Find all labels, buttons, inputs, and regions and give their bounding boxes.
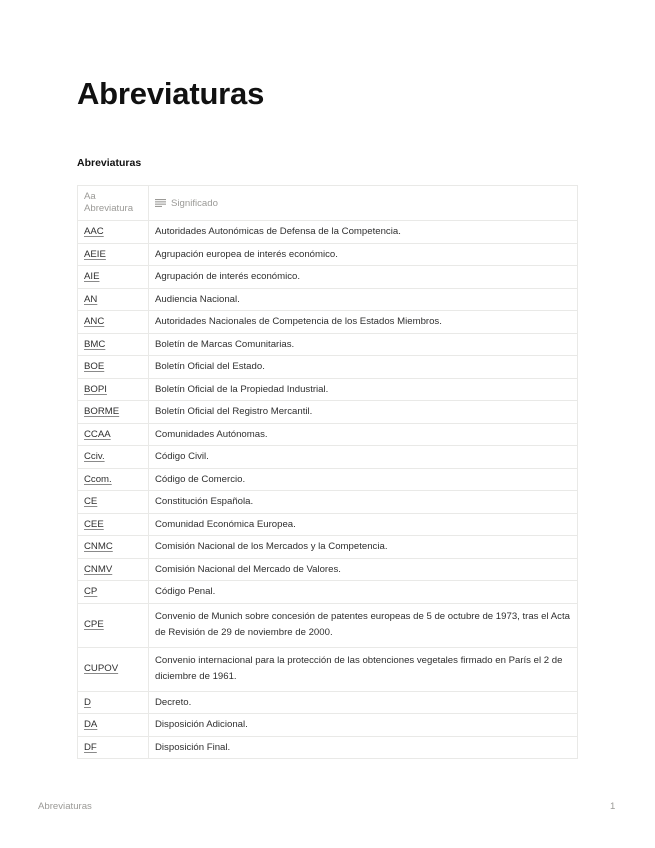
meaning-cell: Decreto. — [149, 691, 578, 714]
column-header-significado[interactable] — [149, 186, 578, 221]
abbreviation-cell — [78, 647, 149, 691]
abbreviation-cell — [78, 356, 149, 379]
abbreviation-link[interactable]: BORME — [84, 406, 120, 418]
table-row — [78, 491, 578, 514]
meaning-cell: Convenio internacional para la protección de las obtenciones vegetales firmado en París el 2 de diciembre de 1961. — [149, 647, 578, 691]
table-row — [78, 288, 578, 311]
table-row — [78, 356, 578, 379]
abbreviation-link[interactable]: Ccom. — [84, 473, 112, 485]
page-number: 1 — [610, 801, 616, 812]
abbreviation-link[interactable]: CE — [84, 496, 98, 508]
column-header-abreviatura[interactable] — [78, 186, 149, 221]
abbreviation-cell — [78, 266, 149, 289]
abbreviation-cell — [78, 491, 149, 514]
page-title: Abreviaturas — [77, 76, 265, 111]
table-row — [78, 378, 578, 401]
meaning-cell: Boletín Oficial del Registro Mercantil. — [149, 401, 578, 424]
meaning-cell: Boletín de Marcas Comunitarias. — [149, 333, 578, 356]
abbreviation-link[interactable]: CP — [84, 586, 98, 598]
abbreviation-link[interactable]: CEE — [84, 518, 104, 530]
abbreviations-table — [77, 185, 578, 759]
abbreviation-link[interactable]: DA — [84, 719, 98, 731]
meaning-cell: Audiencia Nacional. — [149, 288, 578, 311]
meaning-cell: Agrupación de interés económico. — [149, 266, 578, 289]
meaning-cell: Comisión Nacional de los Mercados y la Competencia. — [149, 536, 578, 559]
abbreviation-link[interactable]: CNMC — [84, 541, 113, 553]
meaning-cell: Código de Comercio. — [149, 468, 578, 491]
table-row — [78, 691, 578, 714]
table-row — [78, 221, 578, 244]
table-row — [78, 423, 578, 446]
meaning-cell: Boletín Oficial de la Propiedad Industrial. — [149, 378, 578, 401]
meaning-cell: Agrupación europea de interés económico. — [149, 243, 578, 266]
section-title: Abreviaturas — [77, 157, 142, 169]
abbreviation-link[interactable]: CNMV — [84, 563, 113, 575]
abbreviation-link[interactable]: BMC — [84, 338, 106, 350]
table-row — [78, 401, 578, 424]
meaning-cell: Código Penal. — [149, 581, 578, 604]
meaning-cell: Comunidades Autónomas. — [149, 423, 578, 446]
abbreviation-link[interactable]: AAC — [84, 226, 104, 238]
meaning-cell: Constitución Española. — [149, 491, 578, 514]
abbreviation-cell — [78, 378, 149, 401]
abbreviation-cell — [78, 581, 149, 604]
meaning-cell: Comunidad Económica Europea. — [149, 513, 578, 536]
abbreviation-cell — [78, 536, 149, 559]
abbreviation-cell — [78, 513, 149, 536]
footer-title: Abreviaturas — [38, 801, 92, 812]
meaning-cell: Disposición Final. — [149, 736, 578, 759]
table-row — [78, 714, 578, 737]
abbreviation-link[interactable]: DF — [84, 741, 97, 753]
abbreviation-link[interactable]: ANC — [84, 316, 105, 328]
abbreviation-link[interactable]: D — [84, 696, 91, 708]
abbreviation-link[interactable]: Cciv. — [84, 451, 105, 463]
table-row — [78, 603, 578, 647]
abbreviation-cell — [78, 333, 149, 356]
table-row — [78, 558, 578, 581]
column-header-label: Significado — [171, 197, 218, 209]
meaning-cell: Boletín Oficial del Estado. — [149, 356, 578, 379]
abbreviation-cell — [78, 311, 149, 334]
abbreviation-link[interactable]: BOPI — [84, 383, 107, 395]
column-header-label: Abreviatura — [84, 203, 134, 214]
lines-icon — [155, 199, 166, 207]
table-row — [78, 311, 578, 334]
abbreviation-cell — [78, 736, 149, 759]
table-row — [78, 581, 578, 604]
abbreviation-link[interactable]: CCAA — [84, 428, 111, 440]
abbreviation-cell — [78, 714, 149, 737]
text-property-icon: Aa — [84, 191, 96, 202]
meaning-cell: Autoridades Autonómicas de Defensa de la Competencia. — [149, 221, 578, 244]
table-row — [78, 446, 578, 469]
abbreviation-cell — [78, 288, 149, 311]
table-row — [78, 266, 578, 289]
abbreviation-cell — [78, 558, 149, 581]
table-row — [78, 536, 578, 559]
meaning-cell: Autoridades Nacionales de Competencia de los Estados Miembros. — [149, 311, 578, 334]
meaning-cell: Convenio de Munich sobre concesión de patentes europeas de 5 de octubre de 1973, tras el Acta de Revisión de 29 de noviembre de 2000. — [149, 603, 578, 647]
table-row — [78, 647, 578, 691]
abbreviation-cell — [78, 243, 149, 266]
abbreviation-cell — [78, 221, 149, 244]
table-row — [78, 333, 578, 356]
table-row — [78, 736, 578, 759]
meaning-cell: Disposición Adicional. — [149, 714, 578, 737]
abbreviation-link[interactable]: CUPOV — [84, 663, 119, 674]
abbreviation-link[interactable]: AEIE — [84, 248, 106, 260]
table-row — [78, 243, 578, 266]
table-row — [78, 513, 578, 536]
table-header-row — [78, 186, 578, 221]
abbreviation-cell — [78, 423, 149, 446]
table-row — [78, 468, 578, 491]
abbreviation-link[interactable]: CPE — [84, 619, 104, 630]
abbreviation-link[interactable]: BOE — [84, 361, 105, 373]
abbreviation-link[interactable]: AIE — [84, 271, 100, 283]
meaning-cell: Comisión Nacional del Mercado de Valores. — [149, 558, 578, 581]
abbreviation-link[interactable]: AN — [84, 293, 98, 305]
abbreviation-cell — [78, 401, 149, 424]
abbreviation-cell — [78, 603, 149, 647]
abbreviation-cell — [78, 691, 149, 714]
abbreviation-cell — [78, 468, 149, 491]
meaning-cell: Código Civil. — [149, 446, 578, 469]
abbreviation-cell — [78, 446, 149, 469]
